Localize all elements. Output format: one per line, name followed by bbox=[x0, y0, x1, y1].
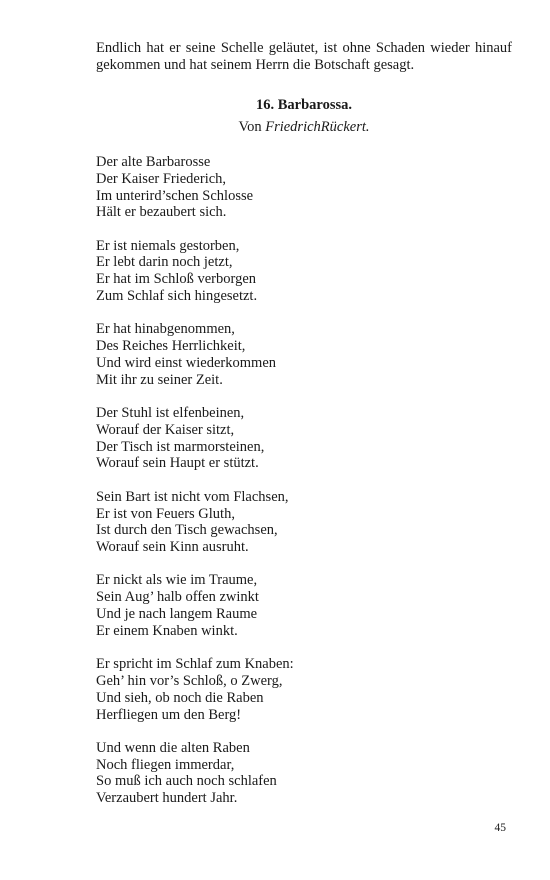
poem-line: So muß ich auch noch schlafen bbox=[96, 773, 277, 790]
book-page bbox=[96, 40, 512, 824]
poem-line: Der Tisch ist marmorsteinen, bbox=[96, 438, 265, 455]
poem-line: Er ist von Feuers Gluth, bbox=[96, 505, 235, 522]
poem-line: Herfliegen um den Berg! bbox=[96, 706, 242, 723]
poem-line: Im unterird’schen Schlosse bbox=[96, 187, 254, 204]
poem-line: Er hat hinabgenommen, bbox=[96, 321, 235, 338]
poem-stanza bbox=[96, 405, 512, 472]
poem-line: Worauf sein Kinn ausruht. bbox=[96, 539, 249, 556]
poem-body bbox=[96, 154, 512, 807]
poem-line: Des Reiches Herrlichkeit, bbox=[96, 338, 246, 355]
poem-line: Sein Bart ist nicht vom Flachsen, bbox=[96, 488, 289, 505]
prose-paragraph bbox=[96, 40, 512, 74]
prose-line: gekommen und hat seinem Herrn die Botschaft gesagt. bbox=[96, 57, 415, 73]
poem-author: FriedrichRückert. bbox=[265, 119, 370, 135]
poem-line: Sein Aug’ halb offen zwinkt bbox=[96, 589, 259, 606]
poem-line: Und sieh, ob noch die Raben bbox=[96, 689, 264, 706]
poem-line: Er hat im Schloß verborgen bbox=[96, 271, 257, 288]
poem-line: Und je nach langem Raume bbox=[96, 606, 258, 623]
poem-line: Und wenn die alten Raben bbox=[96, 739, 250, 756]
prose-line: Endlich hat er seine Schelle geläutet, ist ohne Schaden wieder hinauf bbox=[96, 40, 512, 56]
byline-prefix: Von bbox=[238, 119, 266, 135]
poem-line: Der Kaiser Friederich, bbox=[96, 170, 227, 187]
poem-stanza bbox=[96, 489, 512, 556]
poem-line: Und wird einst wiederkommen bbox=[96, 354, 277, 371]
poem-line: Ist durch den Tisch gewachsen, bbox=[96, 522, 278, 539]
poem-line: Er nickt als wie im Traume, bbox=[96, 572, 258, 589]
poem-stanza bbox=[96, 321, 512, 388]
poem-stanza bbox=[96, 238, 512, 305]
poem-line: Der Stuhl ist elfenbeinen, bbox=[96, 405, 245, 422]
poem-title: 16. Barbarossa. bbox=[255, 97, 352, 113]
poem-line: Der alte Barbarosse bbox=[96, 154, 211, 170]
poem-stanza bbox=[96, 740, 512, 807]
poem-line: Worauf sein Haupt er stützt. bbox=[96, 455, 259, 472]
poem-line: Verzaubert hundert Jahr. bbox=[96, 790, 238, 807]
poem-stanza bbox=[96, 572, 512, 639]
poem-stanza bbox=[96, 154, 512, 221]
page-number: 45 bbox=[494, 822, 506, 834]
poem-line: Mit ihr zu seiner Zeit. bbox=[96, 371, 223, 388]
poem-line: Er spricht im Schlaf zum Knaben: bbox=[96, 656, 294, 673]
poem-line: Zum Schlaf sich hingesetzt. bbox=[96, 288, 258, 305]
poem-line: Worauf der Kaiser sitzt, bbox=[96, 421, 235, 438]
poem-stanza bbox=[96, 656, 512, 723]
poem-byline bbox=[96, 119, 512, 136]
poem-line: Er lebt darin noch jetzt, bbox=[96, 254, 233, 271]
poem-line: Er einem Knaben winkt. bbox=[96, 622, 238, 639]
poem-line: Hält er bezaubert sich. bbox=[96, 204, 227, 221]
poem-line: Er ist niemals gestorben, bbox=[96, 237, 240, 254]
poem-line: Geh’ hin vor’s Schloß, o Zwerg, bbox=[96, 672, 283, 689]
poem-line: Noch fliegen immerdar, bbox=[96, 756, 235, 773]
